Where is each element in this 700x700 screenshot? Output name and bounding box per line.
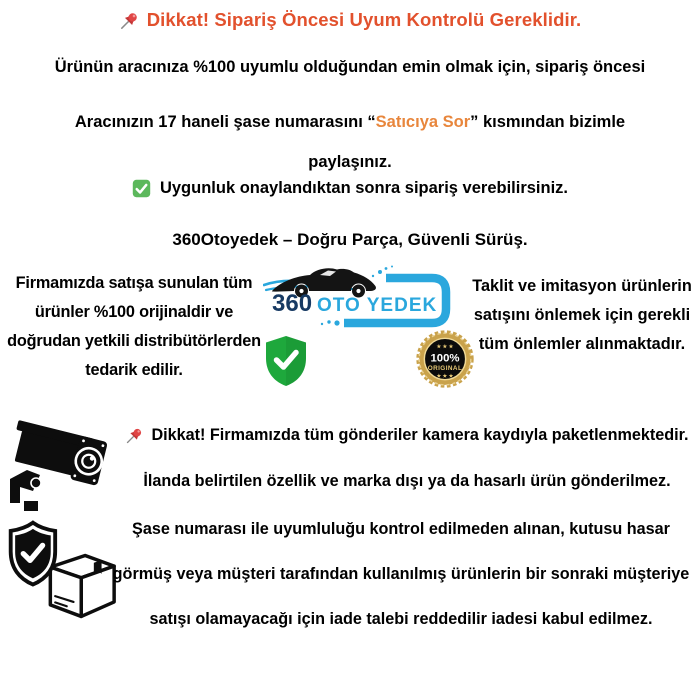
no-offspec-shipment-text: İlanda belirtilen özellik ve marka dışı ya da hasarlı ürün gönderilmez. <box>143 472 671 490</box>
camera-warning-line <box>118 426 696 445</box>
pushpin-icon <box>119 10 140 31</box>
order-warning-text: Dikkat! Sipariş Öncesi Uyum Kontrolü Gereklidir. <box>146 9 582 30</box>
instruction-prefix: Aracınızın 17 haneli şase numarasını “ <box>74 113 376 131</box>
badge-percent-text: 100% <box>430 352 460 365</box>
pushpin-icon <box>125 426 144 445</box>
return-policy-text <box>104 520 698 629</box>
badge-stars-bottom: ★ ★ ★ <box>436 373 454 380</box>
brand-slogan: 360Otoyedek – Doğru Parça, Güvenli Sürüş. <box>172 230 528 249</box>
chassis-number-instruction <box>40 102 660 182</box>
approval-note <box>0 179 700 198</box>
shield-check-badge <box>262 334 310 388</box>
logo-number-text: 360 <box>272 290 313 317</box>
security-camera-icon <box>8 417 120 511</box>
original-products-note: Firmamızda satışa sunulan tüm ürünler %100 orijinaldir ve doğrudan yetkili distribütörlerden tedarik edilir. <box>7 274 261 379</box>
logo-name-text: OTO YEDEK <box>317 295 438 316</box>
anti-counterfeit-note: Taklit ve imitasyon ürünlerin satışını önlemek için gerekli tüm önlemler alınmaktadır. <box>472 277 692 353</box>
badge-stars-top: ★ ★ ★ <box>436 344 454 351</box>
approval-text: Uygunluk onaylandıktan sonra sipariş verebilirsiniz. <box>159 179 569 197</box>
camera-warning-text: Dikkat! Firmamızda tüm gönderiler kamera kaydıyla paketlenmektedir. <box>151 426 689 444</box>
camera-section-text <box>118 426 696 491</box>
trust-badges <box>262 328 474 390</box>
shield-package-icon <box>2 518 118 624</box>
check-icon <box>132 179 151 198</box>
instruction-suffix: ” kısmından bizimle paylaşınız. <box>308 113 626 171</box>
badge-original-text: ORIGINAL <box>427 364 463 372</box>
return-policy-line: satışı olamayacağı için iade talebi reddedilir iadesi kabul edilmez. <box>149 610 653 628</box>
compatibility-note: Ürünün aracınıza %100 uyumlu olduğundan emin olmak için, sipariş öncesi <box>54 58 646 76</box>
return-policy-line: görmüş veya müşteri tarafından kullanılmış ürünlerin bir sonraki müşteriye <box>112 565 690 583</box>
return-policy-line: Şase numarası ile uyumluluğu kontrol edilmeden alınan, kutusu hasar <box>132 520 670 538</box>
order-warning-heading <box>0 9 700 31</box>
ask-seller-highlight: Satıcıya Sor <box>375 113 471 131</box>
brand-logo <box>263 263 461 331</box>
